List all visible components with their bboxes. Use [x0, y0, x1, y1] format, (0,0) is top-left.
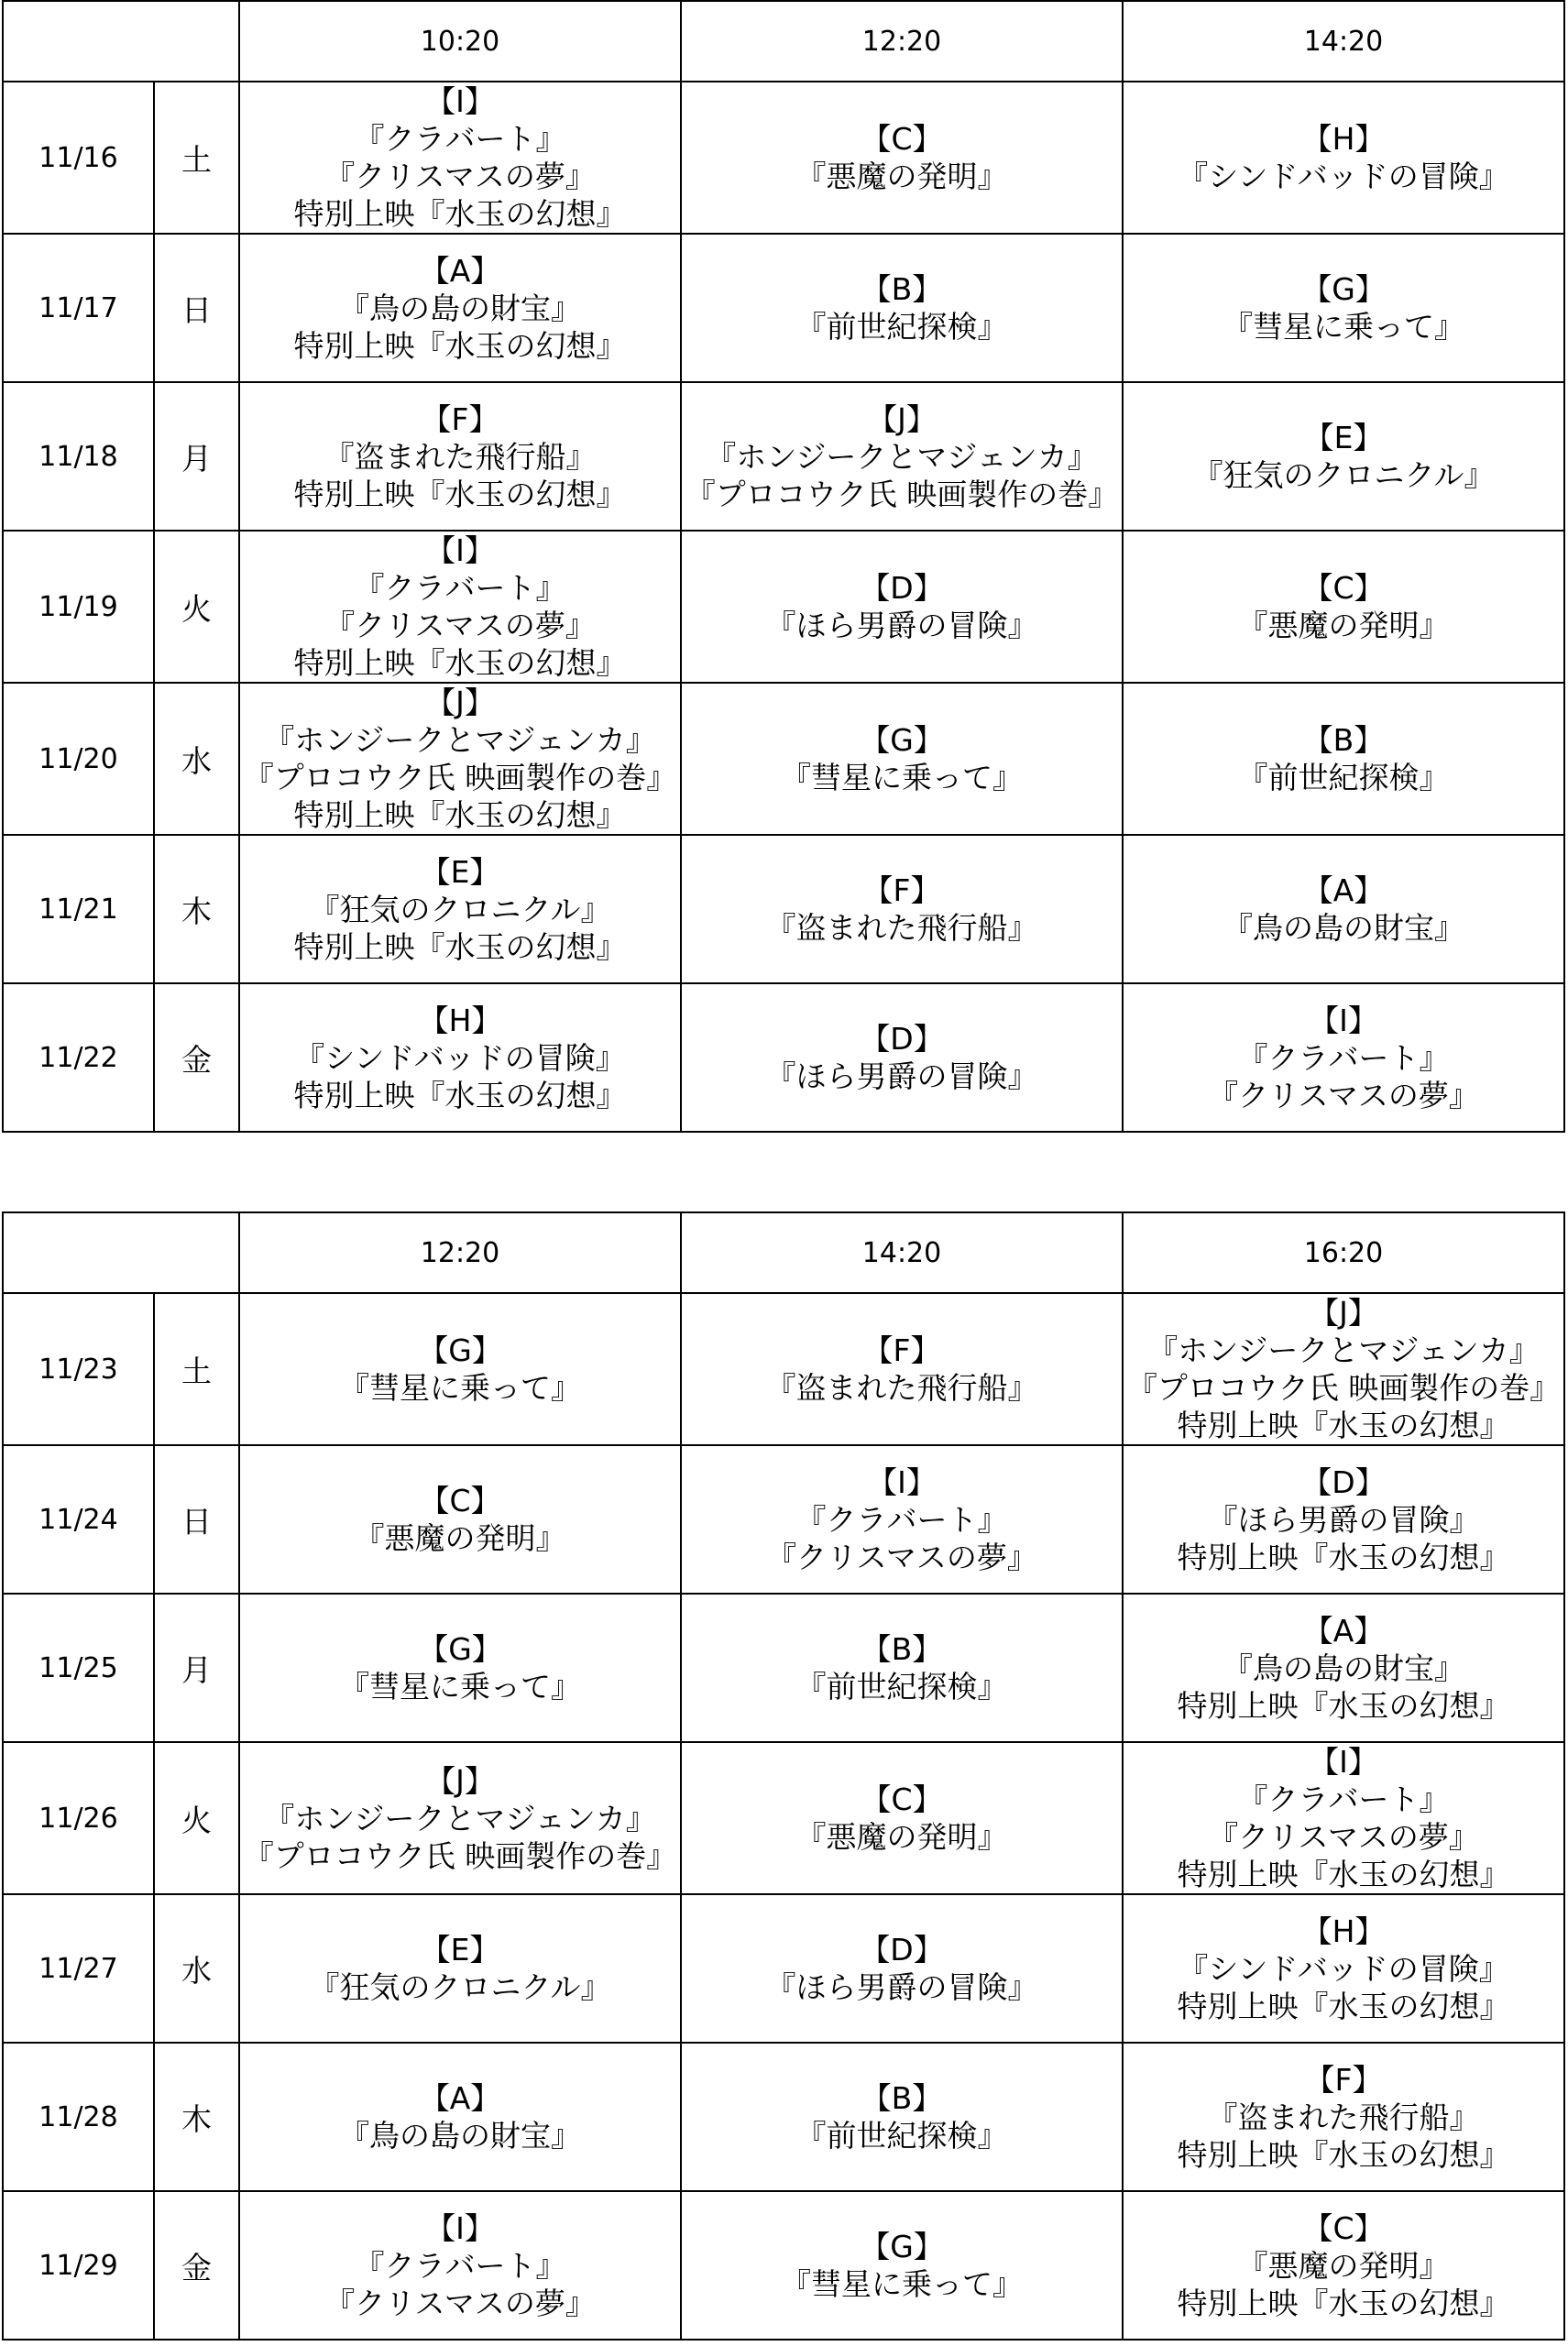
table-row	[3, 983, 1564, 1132]
program-line: 『狂気のクロニクル』	[1192, 457, 1495, 493]
program-line: 【C】	[861, 1781, 943, 1817]
time-slot-header: 16:20	[1123, 1212, 1564, 1293]
date-cell: 11/24	[3, 1445, 154, 1594]
program-line: 『クラバート』	[1237, 1781, 1450, 1817]
program-line: 【J】	[425, 1762, 495, 1799]
program-line: 『盗まれた飛行船』	[1207, 2099, 1480, 2135]
program-line: 【B】	[861, 271, 943, 307]
table-row	[3, 2043, 1564, 2191]
program-line: 特別上映『水玉の幻想』	[1177, 2285, 1510, 2321]
program-line: 『クリスマスの夢』	[1208, 1077, 1479, 1113]
table-row	[3, 2191, 1564, 2340]
program-cell	[681, 2043, 1123, 2191]
date-cell: 11/23	[3, 1293, 154, 1445]
program-cell	[239, 2191, 681, 2340]
program-line: 『彗星に乗って』	[1223, 309, 1464, 345]
program-cell	[239, 983, 681, 1132]
program-cell	[239, 835, 681, 983]
program-line: 【G】	[860, 2229, 944, 2264]
weekday-cell: 木	[154, 835, 239, 983]
program-cell	[239, 1742, 681, 1894]
program-line: 『鳥の島の財宝』	[1223, 1650, 1464, 1686]
program-line: 『ほら男爵の冒険』	[765, 1058, 1038, 1094]
program-cell	[1123, 1894, 1564, 2043]
time-header-row	[3, 1, 1564, 82]
program-line: 特別上映『水玉の幻想』	[1177, 1988, 1510, 2024]
schedule-table-week-2	[2, 1211, 1565, 2341]
time-slot-header: 10:20	[239, 1, 681, 82]
program-line: 【D】	[1301, 1464, 1386, 1500]
program-cell	[1123, 1594, 1564, 1742]
program-cell	[681, 1445, 1123, 1594]
program-line: 【H】	[1301, 1913, 1386, 1949]
program-line: 『鳥の島の財宝』	[339, 2118, 581, 2154]
table-row	[3, 531, 1564, 683]
program-cell	[681, 234, 1123, 382]
program-line: 『ほら男爵の冒険』	[765, 608, 1038, 643]
date-cell: 11/22	[3, 983, 154, 1132]
program-line: 【F】	[862, 872, 941, 908]
program-line: 『クリスマスの夢』	[324, 159, 596, 194]
program-cell	[681, 1293, 1123, 1445]
table-row	[3, 1293, 1564, 1445]
program-cell	[239, 1594, 681, 1742]
program-line: 【A】	[1302, 1612, 1385, 1649]
program-line: 特別上映『水玉の幻想』	[1177, 1687, 1510, 1724]
weekday-cell: 金	[154, 983, 239, 1132]
program-line: 『ホンジークとマジェンカ』	[264, 1800, 656, 1836]
program-line: 『シンドバッドの冒険』	[1178, 159, 1509, 194]
program-cell	[239, 1445, 681, 1594]
weekday-cell: 金	[154, 2191, 239, 2340]
program-line: 『鳥の島の財宝』	[339, 290, 581, 326]
program-line: 【C】	[861, 121, 943, 157]
program-cell	[1123, 1742, 1564, 1894]
program-line: 『彗星に乗って』	[781, 760, 1023, 795]
program-line: 【B】	[1302, 722, 1385, 758]
program-line: 『前世紀探検』	[795, 309, 1008, 345]
program-line: 【I】	[867, 1464, 937, 1500]
program-line: 【H】	[1301, 121, 1386, 157]
program-line: 『クラバート』	[354, 2247, 566, 2284]
date-cell: 11/25	[3, 1594, 154, 1742]
program-cell	[239, 234, 681, 382]
program-line: 『彗星に乗って』	[339, 1669, 581, 1705]
program-line: 特別上映『水玉の幻想』	[1177, 1408, 1510, 1443]
program-line: 【I】	[425, 2209, 495, 2246]
program-line: 【I】	[1309, 1744, 1378, 1780]
program-line: 『プロコウク氏 映画製作の巻』	[243, 1837, 677, 1874]
program-line: 【D】	[860, 570, 944, 606]
program-line: 【F】	[1304, 2061, 1383, 2098]
program-cell	[1123, 983, 1564, 1132]
program-cell	[681, 1742, 1123, 1894]
program-line: 【G】	[418, 1332, 502, 1368]
program-cell	[681, 382, 1123, 531]
program-line: 特別上映『水玉の幻想』	[293, 476, 627, 512]
program-line: 【G】	[418, 1631, 502, 1667]
table-row	[3, 82, 1564, 234]
table-body	[3, 1, 1564, 1132]
weekday-cell: 月	[154, 382, 239, 531]
program-line: 【C】	[419, 1483, 501, 1518]
program-line: 【J】	[1309, 1295, 1378, 1331]
program-line: 『クリスマスの夢』	[324, 608, 596, 643]
weekday-cell: 火	[154, 1742, 239, 1894]
program-cell	[1123, 382, 1564, 531]
program-line: 【F】	[862, 1332, 941, 1368]
date-cell: 11/27	[3, 1894, 154, 2043]
schedule-table-week-1	[2, 0, 1565, 1133]
program-line: 【H】	[418, 1002, 502, 1038]
program-line: 【C】	[1302, 570, 1385, 606]
date-cell: 11/29	[3, 2191, 154, 2340]
program-line: 『プロコウク氏 映画製作の巻』	[1126, 1370, 1561, 1406]
program-cell	[1123, 531, 1564, 683]
program-line: 『悪魔の発明』	[1237, 2247, 1450, 2284]
time-slot-header: 12:20	[239, 1212, 681, 1293]
program-line: 【D】	[860, 1932, 944, 1968]
table-body	[3, 1212, 1564, 2340]
weekday-cell: 火	[154, 531, 239, 683]
weekday-cell: 月	[154, 1594, 239, 1742]
program-line: 『ホンジークとマジェンカ』	[264, 722, 656, 758]
weekday-cell: 水	[154, 1894, 239, 2043]
weekday-cell: 日	[154, 1445, 239, 1594]
program-line: 『悪魔の発明』	[795, 1819, 1008, 1855]
program-line: 【I】	[425, 532, 495, 568]
program-line: 『ホンジークとマジェンカ』	[706, 438, 1098, 475]
time-header-row	[3, 1212, 1564, 1293]
program-line: 『前世紀探検』	[795, 1669, 1008, 1705]
program-line: 特別上映『水玉の幻想』	[293, 196, 627, 232]
program-line: 『クラバート』	[354, 570, 566, 606]
date-cell: 11/19	[3, 531, 154, 683]
program-line: 特別上映『水玉の幻想』	[293, 797, 627, 833]
program-line: 『クラバート』	[354, 121, 566, 157]
program-line: 『クラバート』	[1237, 1039, 1450, 1076]
program-line: 【J】	[425, 685, 495, 720]
program-cell	[239, 2043, 681, 2191]
program-cell	[681, 82, 1123, 234]
program-line: 【I】	[1309, 1002, 1378, 1038]
program-line: 【A】	[419, 2080, 501, 2116]
time-slot-header: 14:20	[681, 1212, 1123, 1293]
program-cell	[239, 1894, 681, 2043]
program-line: 【I】	[425, 83, 495, 119]
table-row	[3, 1445, 1564, 1594]
program-line: 『プロコウク氏 映画製作の巻』	[685, 476, 1119, 512]
program-cell	[1123, 2191, 1564, 2340]
program-line: 『悪魔の発明』	[354, 1520, 566, 1556]
program-line: 『ほら男爵の冒険』	[765, 1969, 1038, 2005]
time-slot-header: 14:20	[1123, 1, 1564, 82]
program-line: 『彗星に乗って』	[781, 2266, 1023, 2302]
program-cell	[1123, 1293, 1564, 1445]
program-cell	[681, 683, 1123, 835]
program-cell	[681, 1894, 1123, 2043]
program-line: 【B】	[861, 1631, 943, 1667]
program-cell	[1123, 835, 1564, 983]
program-line: 『クラバート』	[795, 1501, 1008, 1538]
program-cell	[681, 2191, 1123, 2340]
program-cell	[1123, 1445, 1564, 1594]
date-cell: 11/17	[3, 234, 154, 382]
header-corner-cell	[3, 1212, 239, 1293]
program-line: 【E】	[420, 1932, 500, 1968]
program-line: 【F】	[421, 400, 499, 437]
program-line: 『クリスマスの夢』	[324, 2285, 596, 2321]
program-line: 【C】	[1302, 2209, 1385, 2246]
date-cell: 11/26	[3, 1742, 154, 1894]
table-row	[3, 1894, 1564, 2043]
program-line: 【G】	[860, 722, 944, 758]
program-cell	[681, 983, 1123, 1132]
program-cell	[239, 1293, 681, 1445]
program-line: 『クリスマスの夢』	[1208, 1819, 1479, 1855]
date-cell: 11/18	[3, 382, 154, 531]
program-line: 『狂気のクロニクル』	[309, 1969, 611, 2005]
program-line: 【G】	[1301, 271, 1386, 307]
program-line: 【D】	[860, 1021, 944, 1057]
program-line: 【A】	[1302, 872, 1385, 908]
program-line: 『盗まれた飛行船』	[765, 1370, 1038, 1406]
table-row	[3, 835, 1564, 983]
table-row	[3, 382, 1564, 531]
program-cell	[239, 82, 681, 234]
program-line: 『ホンジークとマジェンカ』	[1147, 1332, 1540, 1368]
program-line: 『狂気のクロニクル』	[309, 891, 611, 927]
program-line: 【A】	[419, 252, 501, 289]
date-cell: 11/16	[3, 82, 154, 234]
program-line: 『盗まれた飛行船』	[323, 438, 597, 475]
program-cell	[1123, 82, 1564, 234]
program-line: 『クリスマスの夢』	[766, 1539, 1037, 1575]
program-line: 『鳥の島の財宝』	[1223, 910, 1464, 946]
program-line: 『プロコウク氏 映画製作の巻』	[243, 760, 677, 795]
program-cell	[239, 531, 681, 683]
weekday-cell: 土	[154, 82, 239, 234]
program-cell	[1123, 2043, 1564, 2191]
program-line: 『彗星に乗って』	[339, 1370, 581, 1406]
program-line: 特別上映『水玉の幻想』	[293, 327, 627, 364]
program-line: 【B】	[861, 2080, 943, 2116]
date-cell: 11/20	[3, 683, 154, 835]
program-cell	[239, 683, 681, 835]
table-row	[3, 234, 1564, 382]
program-line: 『悪魔の発明』	[1237, 608, 1450, 643]
program-line: 【E】	[1303, 420, 1384, 455]
program-cell	[681, 531, 1123, 683]
header-corner-cell	[3, 1, 239, 82]
program-cell	[1123, 683, 1564, 835]
table-row	[3, 683, 1564, 835]
program-line: 【E】	[420, 853, 500, 890]
program-cell	[1123, 234, 1564, 382]
program-line: 『前世紀探検』	[1237, 760, 1450, 795]
program-line: 【J】	[867, 400, 937, 437]
weekday-cell: 木	[154, 2043, 239, 2191]
program-line: 特別上映『水玉の幻想』	[1177, 1539, 1510, 1575]
weekday-cell: 水	[154, 683, 239, 835]
weekday-cell: 日	[154, 234, 239, 382]
program-cell	[239, 382, 681, 531]
program-line: 特別上映『水玉の幻想』	[293, 1077, 627, 1113]
program-line: 『シンドバッドの冒険』	[294, 1039, 626, 1076]
table-row	[3, 1594, 1564, 1742]
program-line: 『悪魔の発明』	[795, 159, 1008, 194]
program-line: 『シンドバッドの冒険』	[1178, 1950, 1509, 1987]
time-slot-header: 12:20	[681, 1, 1123, 82]
program-line: 特別上映『水玉の幻想』	[293, 928, 627, 965]
program-line: 特別上映『水玉の幻想』	[293, 645, 627, 681]
program-line: 特別上映『水玉の幻想』	[1177, 2136, 1510, 2173]
program-line: 『盗まれた飛行船』	[765, 910, 1038, 946]
weekday-cell: 土	[154, 1293, 239, 1445]
date-cell: 11/21	[3, 835, 154, 983]
date-cell: 11/28	[3, 2043, 154, 2191]
table-row	[3, 1742, 1564, 1894]
program-cell	[681, 1594, 1123, 1742]
program-line: 『前世紀探検』	[795, 2118, 1008, 2154]
program-cell	[681, 835, 1123, 983]
program-line: 『ほら男爵の冒険』	[1207, 1501, 1480, 1538]
program-line: 特別上映『水玉の幻想』	[1177, 1857, 1510, 1892]
